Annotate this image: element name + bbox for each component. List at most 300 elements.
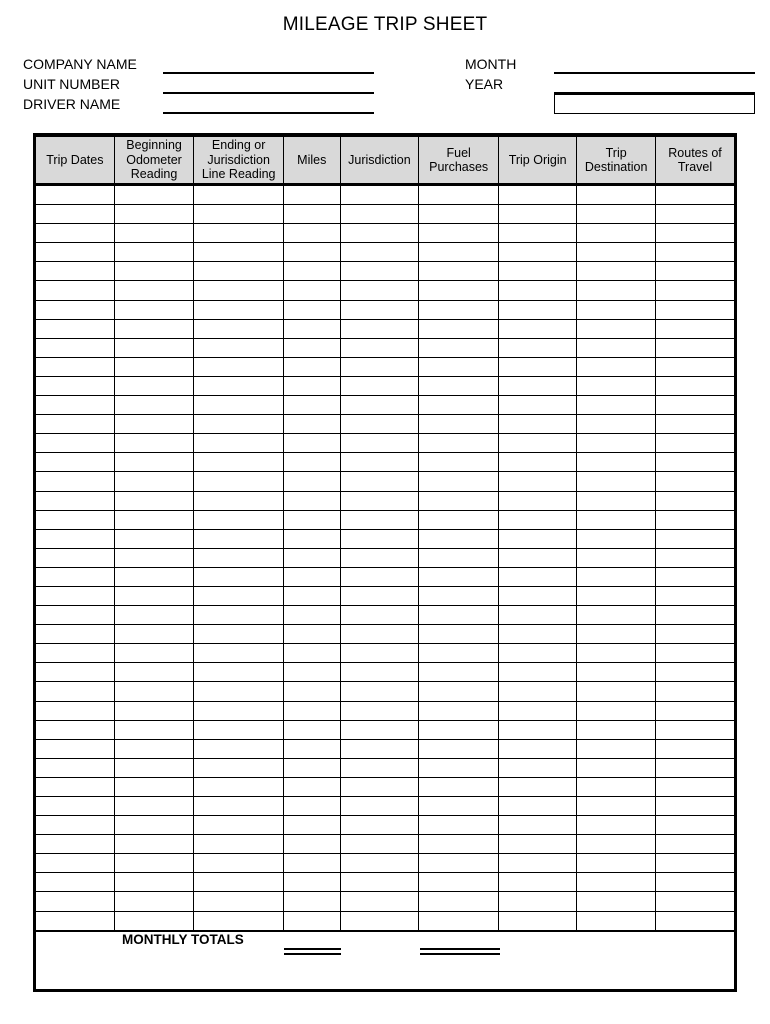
table-cell[interactable]	[283, 510, 340, 529]
table-cell[interactable]	[656, 625, 734, 644]
table-cell[interactable]	[499, 701, 577, 720]
table-cell[interactable]	[419, 816, 499, 835]
table-cell[interactable]	[36, 797, 114, 816]
table-cell[interactable]	[656, 376, 734, 395]
table-cell[interactable]	[577, 243, 656, 262]
table-cell[interactable]	[114, 224, 194, 243]
table-cell[interactable]	[419, 548, 499, 567]
table-cell[interactable]	[340, 262, 419, 281]
table-cell[interactable]	[283, 854, 340, 873]
table-cell[interactable]	[656, 491, 734, 510]
table-cell[interactable]	[194, 892, 284, 911]
table-cell[interactable]	[283, 777, 340, 796]
table-cell[interactable]	[194, 300, 284, 319]
table-cell[interactable]	[194, 529, 284, 548]
table-cell[interactable]	[499, 262, 577, 281]
table-cell[interactable]	[283, 472, 340, 491]
table-cell[interactable]	[577, 281, 656, 300]
table-cell[interactable]	[577, 816, 656, 835]
table-cell[interactable]	[656, 644, 734, 663]
table-cell[interactable]	[499, 739, 577, 758]
table-cell[interactable]	[656, 911, 734, 931]
table-cell[interactable]	[36, 758, 114, 777]
table-cell[interactable]	[194, 606, 284, 625]
table-cell[interactable]	[499, 720, 577, 739]
table-cell[interactable]	[656, 758, 734, 777]
table-cell[interactable]	[340, 357, 419, 376]
table-cell[interactable]	[656, 873, 734, 892]
table-cell[interactable]	[419, 185, 499, 205]
table-cell[interactable]	[283, 185, 340, 205]
table-cell[interactable]	[114, 415, 194, 434]
table-cell[interactable]	[577, 720, 656, 739]
table-cell[interactable]	[36, 644, 114, 663]
table-cell[interactable]	[194, 701, 284, 720]
month-field[interactable]	[554, 72, 755, 74]
table-cell[interactable]	[36, 911, 114, 931]
table-cell[interactable]	[656, 720, 734, 739]
table-cell[interactable]	[114, 644, 194, 663]
table-cell[interactable]	[194, 415, 284, 434]
table-cell[interactable]	[283, 682, 340, 701]
table-cell[interactable]	[656, 415, 734, 434]
table-cell[interactable]	[577, 300, 656, 319]
table-cell[interactable]	[499, 415, 577, 434]
table-cell[interactable]	[419, 873, 499, 892]
table-cell[interactable]	[114, 892, 194, 911]
table-cell[interactable]	[656, 606, 734, 625]
table-cell[interactable]	[656, 797, 734, 816]
table-cell[interactable]	[499, 185, 577, 205]
table-cell[interactable]	[194, 262, 284, 281]
table-cell[interactable]	[340, 205, 419, 224]
table-cell[interactable]	[194, 854, 284, 873]
table-cell[interactable]	[114, 797, 194, 816]
table-cell[interactable]	[340, 625, 419, 644]
table-cell[interactable]	[194, 625, 284, 644]
table-cell[interactable]	[499, 873, 577, 892]
table-cell[interactable]	[499, 567, 577, 586]
table-cell[interactable]	[656, 739, 734, 758]
table-cell[interactable]	[36, 205, 114, 224]
table-cell[interactable]	[340, 854, 419, 873]
table-cell[interactable]	[283, 224, 340, 243]
table-cell[interactable]	[194, 205, 284, 224]
table-cell[interactable]	[340, 319, 419, 338]
table-cell[interactable]	[36, 510, 114, 529]
table-cell[interactable]	[36, 586, 114, 605]
table-cell[interactable]	[36, 224, 114, 243]
table-cell[interactable]	[656, 682, 734, 701]
table-cell[interactable]	[194, 797, 284, 816]
table-cell[interactable]	[419, 739, 499, 758]
table-cell[interactable]	[36, 663, 114, 682]
table-cell[interactable]	[499, 625, 577, 644]
table-cell[interactable]	[114, 396, 194, 415]
table-cell[interactable]	[194, 243, 284, 262]
table-cell[interactable]	[340, 586, 419, 605]
table-cell[interactable]	[499, 376, 577, 395]
table-cell[interactable]	[499, 529, 577, 548]
company-name-field[interactable]	[163, 72, 374, 74]
table-cell[interactable]	[419, 567, 499, 586]
table-cell[interactable]	[114, 300, 194, 319]
table-cell[interactable]	[194, 873, 284, 892]
table-cell[interactable]	[499, 300, 577, 319]
table-cell[interactable]	[194, 453, 284, 472]
table-cell[interactable]	[419, 625, 499, 644]
table-cell[interactable]	[283, 338, 340, 357]
table-cell[interactable]	[419, 453, 499, 472]
table-cell[interactable]	[36, 892, 114, 911]
table-cell[interactable]	[499, 491, 577, 510]
table-cell[interactable]	[36, 281, 114, 300]
table-cell[interactable]	[419, 797, 499, 816]
table-cell[interactable]	[340, 797, 419, 816]
table-cell[interactable]	[340, 739, 419, 758]
table-cell[interactable]	[656, 434, 734, 453]
table-cell[interactable]	[194, 319, 284, 338]
table-cell[interactable]	[577, 644, 656, 663]
table-cell[interactable]	[36, 262, 114, 281]
table-cell[interactable]	[283, 529, 340, 548]
table-cell[interactable]	[114, 453, 194, 472]
table-cell[interactable]	[419, 376, 499, 395]
table-cell[interactable]	[340, 472, 419, 491]
table-cell[interactable]	[194, 491, 284, 510]
table-cell[interactable]	[283, 205, 340, 224]
table-cell[interactable]	[283, 644, 340, 663]
table-cell[interactable]	[419, 682, 499, 701]
table-cell[interactable]	[340, 529, 419, 548]
table-cell[interactable]	[194, 281, 284, 300]
table-cell[interactable]	[194, 548, 284, 567]
table-cell[interactable]	[499, 835, 577, 854]
table-cell[interactable]	[114, 548, 194, 567]
table-cell[interactable]	[577, 663, 656, 682]
table-cell[interactable]	[340, 396, 419, 415]
table-cell[interactable]	[114, 586, 194, 605]
table-cell[interactable]	[577, 854, 656, 873]
table-cell[interactable]	[283, 243, 340, 262]
table-cell[interactable]	[194, 644, 284, 663]
table-cell[interactable]	[194, 720, 284, 739]
table-cell[interactable]	[283, 892, 340, 911]
table-cell[interactable]	[194, 396, 284, 415]
table-cell[interactable]	[194, 682, 284, 701]
table-cell[interactable]	[36, 835, 114, 854]
table-cell[interactable]	[419, 644, 499, 663]
table-cell[interactable]	[283, 873, 340, 892]
table-cell[interactable]	[36, 319, 114, 338]
table-cell[interactable]	[283, 758, 340, 777]
table-cell[interactable]	[499, 396, 577, 415]
table-cell[interactable]	[340, 415, 419, 434]
table-cell[interactable]	[656, 300, 734, 319]
table-cell[interactable]	[419, 854, 499, 873]
table-cell[interactable]	[577, 625, 656, 644]
table-cell[interactable]	[283, 491, 340, 510]
table-cell[interactable]	[499, 854, 577, 873]
table-cell[interactable]	[340, 835, 419, 854]
table-cell[interactable]	[656, 529, 734, 548]
table-cell[interactable]	[36, 854, 114, 873]
table-cell[interactable]	[114, 262, 194, 281]
table-cell[interactable]	[419, 243, 499, 262]
table-cell[interactable]	[36, 415, 114, 434]
table-cell[interactable]	[36, 434, 114, 453]
table-cell[interactable]	[114, 625, 194, 644]
table-cell[interactable]	[114, 434, 194, 453]
table-cell[interactable]	[283, 701, 340, 720]
driver-name-field[interactable]	[163, 112, 374, 114]
table-cell[interactable]	[340, 376, 419, 395]
table-cell[interactable]	[656, 319, 734, 338]
table-cell[interactable]	[283, 262, 340, 281]
table-cell[interactable]	[499, 892, 577, 911]
table-cell[interactable]	[419, 281, 499, 300]
table-cell[interactable]	[114, 472, 194, 491]
table-cell[interactable]	[499, 319, 577, 338]
table-cell[interactable]	[114, 835, 194, 854]
table-cell[interactable]	[36, 529, 114, 548]
table-cell[interactable]	[283, 586, 340, 605]
table-cell[interactable]	[114, 682, 194, 701]
table-cell[interactable]	[499, 758, 577, 777]
table-cell[interactable]	[656, 281, 734, 300]
table-cell[interactable]	[656, 262, 734, 281]
table-cell[interactable]	[656, 205, 734, 224]
table-cell[interactable]	[656, 396, 734, 415]
table-cell[interactable]	[577, 797, 656, 816]
table-cell[interactable]	[340, 682, 419, 701]
table-cell[interactable]	[499, 453, 577, 472]
table-cell[interactable]	[499, 777, 577, 796]
table-cell[interactable]	[36, 682, 114, 701]
table-cell[interactable]	[114, 357, 194, 376]
table-cell[interactable]	[114, 606, 194, 625]
table-cell[interactable]	[114, 376, 194, 395]
table-cell[interactable]	[577, 491, 656, 510]
table-cell[interactable]	[419, 911, 499, 931]
table-cell[interactable]	[577, 739, 656, 758]
table-cell[interactable]	[499, 548, 577, 567]
table-cell[interactable]	[419, 777, 499, 796]
table-cell[interactable]	[36, 453, 114, 472]
table-cell[interactable]	[194, 816, 284, 835]
table-cell[interactable]	[36, 376, 114, 395]
table-cell[interactable]	[36, 720, 114, 739]
table-cell[interactable]	[283, 567, 340, 586]
table-cell[interactable]	[499, 281, 577, 300]
table-cell[interactable]	[36, 873, 114, 892]
table-cell[interactable]	[114, 701, 194, 720]
table-cell[interactable]	[577, 911, 656, 931]
table-cell[interactable]	[577, 606, 656, 625]
table-cell[interactable]	[419, 701, 499, 720]
table-cell[interactable]	[419, 606, 499, 625]
table-cell[interactable]	[419, 319, 499, 338]
table-cell[interactable]	[577, 510, 656, 529]
table-cell[interactable]	[340, 434, 419, 453]
table-cell[interactable]	[419, 472, 499, 491]
table-cell[interactable]	[499, 911, 577, 931]
table-cell[interactable]	[577, 567, 656, 586]
table-cell[interactable]	[577, 529, 656, 548]
table-cell[interactable]	[577, 892, 656, 911]
table-cell[interactable]	[419, 835, 499, 854]
table-cell[interactable]	[340, 491, 419, 510]
table-cell[interactable]	[114, 758, 194, 777]
table-cell[interactable]	[194, 434, 284, 453]
table-cell[interactable]	[114, 873, 194, 892]
table-cell[interactable]	[340, 816, 419, 835]
table-cell[interactable]	[577, 338, 656, 357]
table-cell[interactable]	[577, 224, 656, 243]
table-cell[interactable]	[114, 816, 194, 835]
table-cell[interactable]	[577, 357, 656, 376]
table-cell[interactable]	[499, 663, 577, 682]
table-cell[interactable]	[499, 357, 577, 376]
table-cell[interactable]	[283, 606, 340, 625]
table-cell[interactable]	[419, 510, 499, 529]
table-cell[interactable]	[577, 682, 656, 701]
table-cell[interactable]	[36, 777, 114, 796]
table-cell[interactable]	[499, 243, 577, 262]
table-cell[interactable]	[340, 281, 419, 300]
table-cell[interactable]	[114, 185, 194, 205]
table-cell[interactable]	[114, 205, 194, 224]
table-cell[interactable]	[577, 205, 656, 224]
table-cell[interactable]	[36, 606, 114, 625]
table-cell[interactable]	[194, 510, 284, 529]
table-cell[interactable]	[114, 720, 194, 739]
table-cell[interactable]	[36, 548, 114, 567]
table-cell[interactable]	[419, 262, 499, 281]
table-cell[interactable]	[340, 548, 419, 567]
table-cell[interactable]	[36, 338, 114, 357]
table-cell[interactable]	[283, 816, 340, 835]
table-cell[interactable]	[36, 185, 114, 205]
table-cell[interactable]	[656, 701, 734, 720]
table-cell[interactable]	[36, 491, 114, 510]
table-cell[interactable]	[194, 586, 284, 605]
table-cell[interactable]	[577, 376, 656, 395]
table-cell[interactable]	[499, 472, 577, 491]
table-cell[interactable]	[194, 777, 284, 796]
table-cell[interactable]	[340, 701, 419, 720]
table-cell[interactable]	[340, 720, 419, 739]
table-cell[interactable]	[577, 835, 656, 854]
table-cell[interactable]	[36, 816, 114, 835]
table-cell[interactable]	[114, 491, 194, 510]
table-cell[interactable]	[194, 758, 284, 777]
table-cell[interactable]	[419, 205, 499, 224]
table-cell[interactable]	[340, 243, 419, 262]
table-cell[interactable]	[194, 224, 284, 243]
table-cell[interactable]	[419, 357, 499, 376]
table-cell[interactable]	[419, 758, 499, 777]
table-cell[interactable]	[340, 606, 419, 625]
table-cell[interactable]	[499, 510, 577, 529]
table-cell[interactable]	[577, 434, 656, 453]
table-cell[interactable]	[114, 338, 194, 357]
table-cell[interactable]	[577, 873, 656, 892]
table-cell[interactable]	[283, 300, 340, 319]
table-cell[interactable]	[283, 281, 340, 300]
table-cell[interactable]	[36, 739, 114, 758]
table-cell[interactable]	[283, 548, 340, 567]
table-cell[interactable]	[194, 357, 284, 376]
table-cell[interactable]	[499, 586, 577, 605]
table-cell[interactable]	[419, 224, 499, 243]
table-cell[interactable]	[36, 300, 114, 319]
extra-entry-box[interactable]	[554, 94, 755, 114]
table-cell[interactable]	[577, 453, 656, 472]
table-cell[interactable]	[194, 567, 284, 586]
table-cell[interactable]	[656, 224, 734, 243]
table-cell[interactable]	[499, 224, 577, 243]
table-cell[interactable]	[419, 892, 499, 911]
table-cell[interactable]	[114, 243, 194, 262]
table-cell[interactable]	[340, 300, 419, 319]
table-cell[interactable]	[340, 663, 419, 682]
table-cell[interactable]	[114, 739, 194, 758]
table-cell[interactable]	[194, 739, 284, 758]
table-cell[interactable]	[656, 243, 734, 262]
table-cell[interactable]	[419, 586, 499, 605]
table-cell[interactable]	[577, 701, 656, 720]
table-cell[interactable]	[36, 567, 114, 586]
table-cell[interactable]	[577, 472, 656, 491]
table-cell[interactable]	[194, 185, 284, 205]
table-cell[interactable]	[283, 319, 340, 338]
table-cell[interactable]	[340, 892, 419, 911]
table-cell[interactable]	[114, 281, 194, 300]
table-cell[interactable]	[577, 548, 656, 567]
table-cell[interactable]	[340, 224, 419, 243]
table-cell[interactable]	[656, 338, 734, 357]
table-cell[interactable]	[577, 777, 656, 796]
table-cell[interactable]	[340, 185, 419, 205]
table-cell[interactable]	[656, 835, 734, 854]
table-cell[interactable]	[656, 185, 734, 205]
table-cell[interactable]	[656, 816, 734, 835]
table-cell[interactable]	[340, 777, 419, 796]
table-cell[interactable]	[656, 548, 734, 567]
table-cell[interactable]	[499, 644, 577, 663]
table-cell[interactable]	[283, 720, 340, 739]
table-cell[interactable]	[419, 338, 499, 357]
table-cell[interactable]	[499, 606, 577, 625]
table-cell[interactable]	[499, 797, 577, 816]
unit-number-field[interactable]	[163, 92, 374, 94]
table-cell[interactable]	[419, 491, 499, 510]
table-cell[interactable]	[283, 357, 340, 376]
table-cell[interactable]	[194, 338, 284, 357]
table-cell[interactable]	[340, 453, 419, 472]
table-cell[interactable]	[283, 396, 340, 415]
table-cell[interactable]	[419, 720, 499, 739]
table-cell[interactable]	[114, 911, 194, 931]
table-cell[interactable]	[114, 567, 194, 586]
table-cell[interactable]	[419, 663, 499, 682]
table-cell[interactable]	[283, 415, 340, 434]
table-cell[interactable]	[656, 357, 734, 376]
table-cell[interactable]	[283, 453, 340, 472]
table-cell[interactable]	[114, 663, 194, 682]
table-cell[interactable]	[419, 415, 499, 434]
